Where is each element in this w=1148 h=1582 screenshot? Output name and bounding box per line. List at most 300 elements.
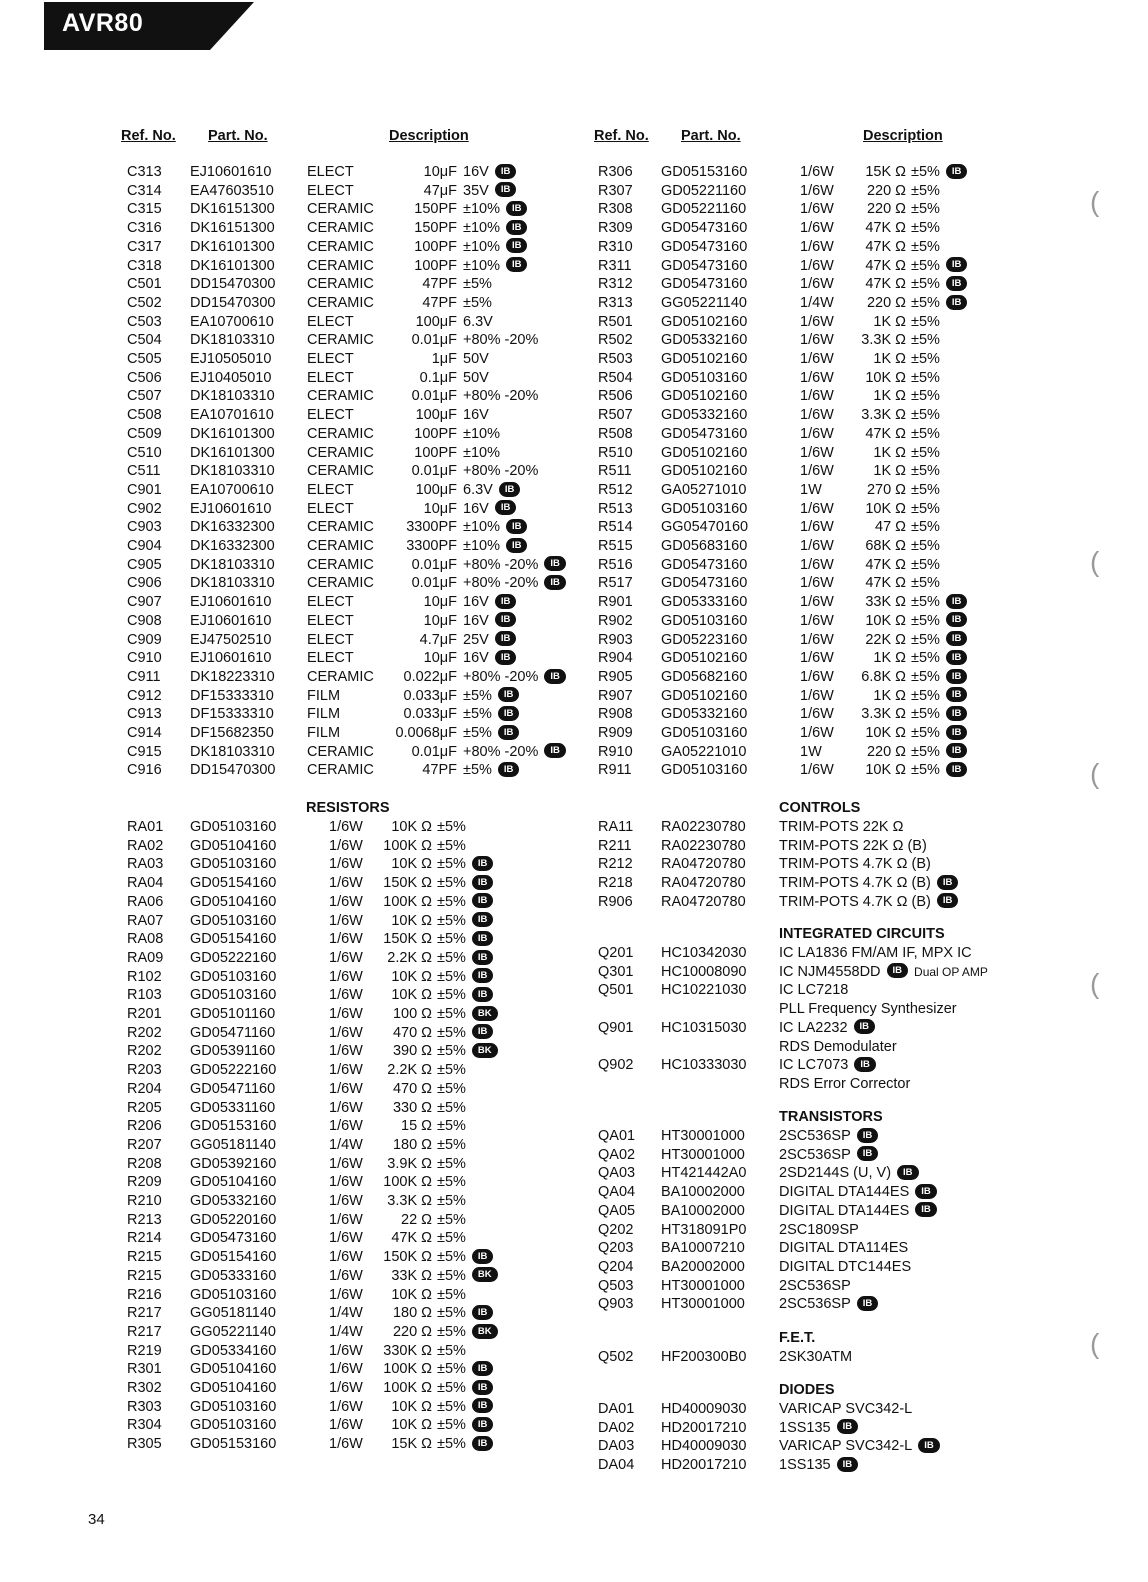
ib-badge: IB: [472, 950, 494, 965]
ib-badge: IB: [918, 1438, 940, 1453]
description: TRIM-POTS 4.7K Ω (B) IB: [779, 893, 958, 912]
tolerance: ±5%: [911, 201, 940, 218]
resistance: 47K Ω: [865, 238, 906, 255]
ref-no: RA06: [127, 893, 164, 910]
wattage: 1/6W: [329, 1267, 363, 1284]
page-number: 34: [88, 1511, 105, 1528]
description: VARICAP SVC342-L IB: [779, 1437, 940, 1456]
part-no: GD05102160: [661, 444, 748, 461]
resistor-row: [0, 912, 1148, 931]
tolerance: ±5% BK: [437, 1267, 498, 1286]
ref-no: Q203: [598, 1240, 634, 1257]
cap-type: ELECT: [307, 369, 354, 386]
part-no: EJ10601610: [190, 164, 272, 180]
ib-badge: IB: [854, 1019, 876, 1034]
description: 1SS135 IB: [779, 1456, 858, 1475]
resistance: 2.2K Ω: [387, 949, 432, 966]
resistance: 330 Ω: [392, 1099, 432, 1116]
ib-badge: IB: [495, 164, 517, 179]
ib-badge: IB: [495, 500, 517, 515]
part-no: GD05222160: [190, 1062, 277, 1079]
transistor-row: [0, 1277, 1148, 1296]
part-no: GD05473160: [661, 276, 748, 293]
wattage: 1/6W: [329, 1099, 363, 1116]
ref-no: C503: [127, 313, 162, 330]
cap-rating: 6.3V IB: [463, 481, 520, 500]
ib-badge: IB: [544, 669, 566, 684]
part-no: DD15470300: [190, 762, 276, 779]
ref-no: R203: [127, 1062, 162, 1079]
cap-value: 47PF: [422, 276, 457, 293]
cap-type: CERAMIC: [307, 332, 374, 349]
ref-no: R214: [127, 1230, 162, 1247]
wattage: 1/6W: [329, 1155, 363, 1172]
left-header-ref: Ref. No.: [121, 128, 176, 144]
part-no: GD05153160: [661, 164, 748, 180]
ref-no: Q301: [598, 963, 634, 980]
resistance: 3.3K Ω: [861, 407, 906, 424]
ref-no: Q201: [598, 945, 634, 961]
part-no: GD05154160: [190, 1249, 277, 1266]
resistor-row: [0, 687, 1148, 706]
right-header-description: Description: [863, 128, 943, 144]
ib-badge: IB: [946, 725, 968, 740]
ib-badge: IB: [472, 856, 494, 871]
ref-no: R201: [127, 1006, 162, 1022]
wattage: 1/6W: [800, 650, 834, 667]
model-title: AVR80: [62, 9, 144, 37]
wattage: 1/6W: [329, 893, 363, 910]
resistance: 390 Ω: [392, 1043, 432, 1060]
cap-value: 100μF: [415, 481, 457, 498]
resistance: 100K Ω: [383, 893, 432, 910]
cap-type: ELECT: [307, 500, 354, 517]
wattage: 1/4W: [329, 1136, 363, 1153]
ref-no: R207: [127, 1136, 162, 1153]
ref-no: RA08: [127, 931, 164, 948]
part-no: GD05223160: [661, 631, 748, 648]
wattage: 1/6W: [800, 369, 834, 386]
wattage: 1/6W: [800, 500, 834, 517]
tolerance: ±5% IB: [911, 743, 967, 762]
ref-no: R206: [127, 1118, 162, 1135]
wattage: 1/6W: [800, 594, 834, 611]
tolerance: ±5%: [911, 407, 940, 424]
ref-no: R202: [127, 1024, 162, 1041]
tolerance: ±5% IB: [437, 1398, 493, 1417]
ref-no: DA04: [598, 1457, 635, 1474]
ib-badge: IB: [937, 893, 959, 908]
tolerance: ±5% IB: [437, 949, 493, 968]
resistor-row: [0, 444, 1148, 463]
resistance: 10K Ω: [391, 819, 432, 835]
wattage: 1/6W: [329, 1174, 363, 1191]
resistance: 10K Ω: [391, 1286, 432, 1303]
wattage: 1/6W: [329, 912, 363, 929]
part-no: EA10701610: [190, 407, 274, 424]
ib-badge: IB: [544, 556, 566, 571]
cap-type: ELECT: [307, 594, 354, 611]
binder-hole-mark: (: [1090, 758, 1100, 789]
cap-value: 0.01μF: [411, 388, 457, 405]
resistor-row: [0, 537, 1148, 556]
part-no: GD05104160: [190, 893, 277, 910]
part-no: GD05332160: [661, 407, 748, 424]
part-no: HT30001000: [661, 1277, 745, 1294]
ib-badge: IB: [946, 687, 968, 702]
ref-no: C911: [127, 668, 161, 685]
part-no: GD05332160: [190, 1193, 277, 1209]
ib-badge: IB: [837, 1419, 859, 1434]
resistor-row: [0, 593, 1148, 612]
cap-type: CERAMIC: [307, 444, 374, 461]
tolerance: ±5% BK: [437, 1323, 498, 1342]
resistor-row: [0, 1323, 1148, 1342]
ref-no: R907: [598, 687, 633, 704]
description: 1SS135 IB: [779, 1419, 858, 1438]
resistance: 47K Ω: [865, 556, 906, 573]
resistance: 220 Ω: [392, 1323, 432, 1340]
part-no: BA10002000: [661, 1184, 745, 1201]
resistance: 150K Ω: [383, 931, 432, 948]
ref-no: C317: [127, 238, 162, 255]
description: VARICAP SVC342-L: [779, 1401, 913, 1417]
ref-no: R305: [127, 1436, 162, 1453]
control-row: [0, 837, 1148, 856]
part-no: RA04720780: [661, 875, 746, 892]
cap-value: 0.01μF: [411, 463, 457, 480]
ic-row: [0, 1038, 1148, 1057]
ref-no: Q902: [598, 1057, 634, 1074]
ref-no: R909: [598, 725, 633, 741]
binder-hole-mark: (: [1090, 1328, 1100, 1359]
resistance: 1K Ω: [873, 444, 906, 461]
cap-value: 47PF: [422, 762, 457, 779]
resistor-row: [0, 406, 1148, 425]
tolerance: ±5%: [437, 819, 466, 835]
cap-rating: 16V: [463, 407, 489, 424]
description: RDS Error Corrector: [779, 1075, 911, 1092]
ib-badge: IB: [506, 538, 528, 553]
cap-rating: 16V IB: [463, 593, 516, 612]
wattage: 1/6W: [800, 575, 834, 592]
ref-no: C915: [127, 743, 162, 760]
part-no: GD05154160: [190, 875, 277, 892]
ref-no: R507: [598, 407, 633, 424]
resistor-row: [0, 500, 1148, 519]
ref-no: R309: [598, 220, 633, 237]
ib-badge: IB: [506, 201, 528, 216]
part-no: DK18103310: [190, 575, 275, 592]
resistor-row: [0, 462, 1148, 481]
resistance: 10K Ω: [865, 500, 906, 517]
cap-type: CERAMIC: [307, 538, 374, 554]
cap-rating: ±5% IB: [463, 724, 519, 743]
cap-value: 150PF: [414, 201, 457, 218]
cap-value: 100μF: [415, 407, 457, 424]
part-no: BA10002000: [661, 1202, 745, 1219]
resistance: 47K Ω: [391, 1230, 432, 1247]
cap-type: CERAMIC: [307, 743, 374, 760]
ib-badge: IB: [946, 164, 968, 179]
fet-title: F.E.T.: [779, 1330, 816, 1346]
cap-rating: ±10% IB: [463, 200, 527, 219]
ref-no: QA05: [598, 1202, 636, 1219]
cap-rating: ±5%: [463, 294, 492, 311]
ib-badge: IB: [506, 519, 528, 534]
cap-value: 10μF: [423, 650, 457, 667]
part-no: EA10700610: [190, 313, 274, 330]
resistance: 3.3K Ω: [861, 332, 906, 349]
part-no: HC10221030: [661, 982, 747, 999]
part-no: GD05103160: [661, 725, 748, 741]
part-no: HD20017210: [661, 1419, 747, 1436]
resistance: 47K Ω: [865, 257, 906, 274]
cap-rating: ±10% IB: [463, 518, 527, 537]
part-no: DK18103310: [190, 556, 275, 573]
resistor-row: [0, 163, 1148, 182]
cap-value: 4.7μF: [419, 631, 457, 648]
description: IC LA1836 FM/AM IF, MPX IC: [779, 945, 972, 961]
wattage: 1/6W: [329, 1043, 363, 1060]
part-no: EJ10601610: [190, 594, 272, 611]
diode-row: [0, 1437, 1148, 1456]
part-no: HT318091P0: [661, 1221, 747, 1238]
binder-hole-mark: (: [1090, 546, 1100, 577]
wattage: 1/6W: [800, 612, 834, 629]
ref-no: R209: [127, 1174, 162, 1191]
cap-value: 100PF: [414, 238, 457, 255]
ib-badge: IB: [472, 1361, 494, 1376]
cap-value: 10μF: [423, 164, 457, 180]
ref-no: R508: [598, 425, 633, 442]
cap-rating: +80% -20%: [463, 332, 539, 349]
tolerance: ±5% IB: [911, 687, 967, 706]
tolerance: ±5% IB: [437, 930, 493, 949]
tolerance: ±5%: [437, 1062, 466, 1079]
resistance: 470 Ω: [392, 1024, 432, 1041]
part-no: GD05221160: [661, 182, 747, 199]
part-no: DK16101300: [190, 238, 275, 255]
cap-type: ELECT: [307, 313, 354, 330]
diode-row: [0, 1456, 1148, 1475]
cap-value: 0.1μF: [419, 369, 457, 386]
resistance: 1K Ω: [873, 687, 906, 704]
part-no: DK18103310: [190, 463, 275, 480]
cap-rating: +80% -20% IB: [463, 668, 566, 687]
ib-badge: IB: [472, 1249, 494, 1264]
wattage: 1/6W: [800, 388, 834, 405]
wattage: 1/6W: [800, 257, 834, 274]
part-no: DK16332300: [190, 538, 275, 554]
tolerance: ±5% IB: [437, 1304, 493, 1323]
ib-badge: IB: [472, 875, 494, 890]
ref-no: C903: [127, 519, 162, 536]
resistance: 100K Ω: [383, 1380, 432, 1396]
ref-no: R215: [127, 1249, 162, 1266]
resistor-row: [0, 761, 1148, 780]
ref-no: R513: [598, 500, 633, 517]
ib-badge: IB: [506, 238, 528, 253]
cap-value: 0.01μF: [411, 575, 457, 592]
model-banner-tip: [210, 2, 254, 50]
tolerance: ±5% IB: [911, 163, 967, 182]
tolerance: ±5% IB: [437, 855, 493, 874]
tolerance: ±5%: [911, 463, 940, 480]
part-no: GG05221140: [190, 1323, 276, 1340]
resistance: 150K Ω: [383, 875, 432, 892]
part-no: DF15682350: [190, 725, 274, 741]
ref-no: RA03: [127, 856, 164, 873]
description: TRIM-POTS 4.7K Ω (B): [779, 856, 931, 873]
cap-rating: +80% -20% IB: [463, 574, 566, 593]
part-no: GG05221140: [661, 294, 747, 311]
ib-badge: IB: [946, 669, 968, 684]
wattage: 1/6W: [800, 164, 834, 180]
ref-no: R310: [598, 238, 633, 255]
transistor-row: [0, 1146, 1148, 1165]
ref-no: C313: [127, 164, 162, 180]
tolerance: ±5%: [911, 556, 940, 573]
tolerance: ±5%: [437, 1286, 466, 1303]
tolerance: ±5%: [437, 1230, 466, 1247]
tolerance: ±5%: [911, 425, 940, 442]
ref-no: RA01: [127, 819, 164, 835]
ref-no: DA02: [598, 1419, 635, 1436]
ib-badge: IB: [495, 594, 517, 609]
cap-value: 3300PF: [406, 538, 457, 554]
ic-row: [0, 944, 1148, 963]
tolerance: ±5% IB: [437, 1379, 493, 1398]
part-no: GD05333160: [661, 594, 748, 611]
part-no: GG05181140: [190, 1136, 276, 1153]
description: RDS Demodulater: [779, 1038, 897, 1055]
wattage: 1/6W: [800, 687, 834, 704]
resistance: 15 Ω: [401, 1118, 432, 1135]
description: 2SC1809SP: [779, 1221, 859, 1238]
ib-badge: IB: [498, 762, 520, 777]
wattage: 1/6W: [329, 949, 363, 966]
ref-no: R302: [127, 1380, 162, 1396]
tolerance: ±5% BK: [437, 1042, 498, 1061]
part-no: GD05103160: [190, 968, 277, 985]
resistance: 220 Ω: [866, 201, 906, 218]
ref-no: C314: [127, 182, 162, 199]
resistor-row: [0, 743, 1148, 762]
tolerance: ±5%: [911, 388, 940, 405]
description: PLL Frequency Synthesizer: [779, 1001, 957, 1018]
resistance: 10K Ω: [865, 369, 906, 386]
resistance: 220 Ω: [866, 743, 906, 760]
ref-no: DA03: [598, 1438, 635, 1455]
bk-badge: BK: [472, 1043, 498, 1058]
part-no: HC10342030: [661, 945, 747, 961]
resistance: 33K Ω: [865, 594, 906, 611]
resistance: 15K Ω: [865, 164, 906, 180]
tolerance: ±5% IB: [437, 968, 493, 987]
tolerance: ±5%: [437, 837, 466, 854]
part-no: HD40009030: [661, 1438, 747, 1455]
ref-no: R910: [598, 743, 633, 760]
ref-no: R219: [127, 1342, 162, 1359]
part-no: EA47603510: [190, 182, 274, 199]
cap-rating: ±10% IB: [463, 219, 527, 238]
part-no: DK16151300: [190, 220, 275, 237]
part-no: BA20002000: [661, 1258, 745, 1275]
tolerance: ±5%: [911, 351, 940, 367]
resistance: 22 Ω: [401, 1211, 432, 1228]
ref-no: C907: [127, 594, 162, 611]
wattage: 1/6W: [329, 931, 363, 948]
part-no: GD05473160: [661, 238, 748, 255]
description: DIGITAL DTA114ES: [779, 1240, 909, 1257]
part-no: DK16332300: [190, 519, 275, 536]
wattage: 1/6W: [329, 1193, 363, 1209]
tolerance: ±5% IB: [437, 1435, 493, 1454]
resistance: 1K Ω: [873, 313, 906, 330]
ref-no: C916: [127, 762, 162, 779]
ib-badge: IB: [544, 575, 566, 590]
ref-no: R211: [598, 837, 632, 854]
bk-badge: BK: [472, 1006, 498, 1021]
description: TRIM-POTS 22K Ω (B): [779, 837, 927, 854]
ref-no: C507: [127, 388, 162, 405]
ref-no: R308: [598, 201, 633, 218]
wattage: 1/6W: [800, 762, 834, 779]
part-no: GD05333160: [190, 1267, 277, 1284]
part-no: HC10333030: [661, 1057, 747, 1074]
part-no: GD05473160: [661, 575, 748, 592]
resistance: 100K Ω: [383, 1361, 432, 1378]
part-no: GG05181140: [190, 1305, 276, 1322]
part-no: GD05103160: [190, 819, 277, 835]
ib-badge: IB: [499, 482, 521, 497]
cap-type: ELECT: [307, 650, 354, 667]
cap-rating: 50V: [463, 369, 489, 386]
ib-badge: IB: [897, 1165, 919, 1180]
control-row: [0, 893, 1148, 912]
resistance: 10K Ω: [865, 762, 906, 779]
wattage: 1/6W: [800, 238, 834, 255]
control-row: [0, 874, 1148, 893]
ref-no: RA09: [127, 949, 164, 966]
wattage: 1/6W: [800, 220, 834, 237]
ref-no: R906: [598, 893, 633, 910]
part-no: GD05103160: [661, 369, 748, 386]
ib-badge: IB: [472, 1305, 494, 1320]
resistance: 150K Ω: [383, 1249, 432, 1266]
ref-no: Q502: [598, 1349, 634, 1365]
ref-no: R208: [127, 1155, 162, 1172]
wattage: 1/6W: [800, 407, 834, 424]
tolerance: ±5% IB: [437, 1024, 493, 1043]
ref-no: R901: [598, 594, 633, 611]
part-no: GD05103160: [190, 1417, 277, 1434]
ref-no: R902: [598, 612, 633, 629]
ref-no: QA03: [598, 1165, 636, 1182]
ref-no: RA07: [127, 912, 164, 929]
cap-rating: ±10% IB: [463, 537, 527, 556]
cap-rating: +80% -20% IB: [463, 743, 566, 762]
part-no: DK16101300: [190, 425, 275, 442]
ref-no: C913: [127, 706, 162, 723]
tolerance: ±5%: [911, 313, 940, 330]
ic-row: [0, 1056, 1148, 1075]
resistance: 3.9K Ω: [387, 1155, 432, 1172]
part-no: GD05103160: [190, 1286, 277, 1303]
ib-badge: IB: [946, 612, 968, 627]
tolerance: ±5%: [437, 1118, 466, 1135]
